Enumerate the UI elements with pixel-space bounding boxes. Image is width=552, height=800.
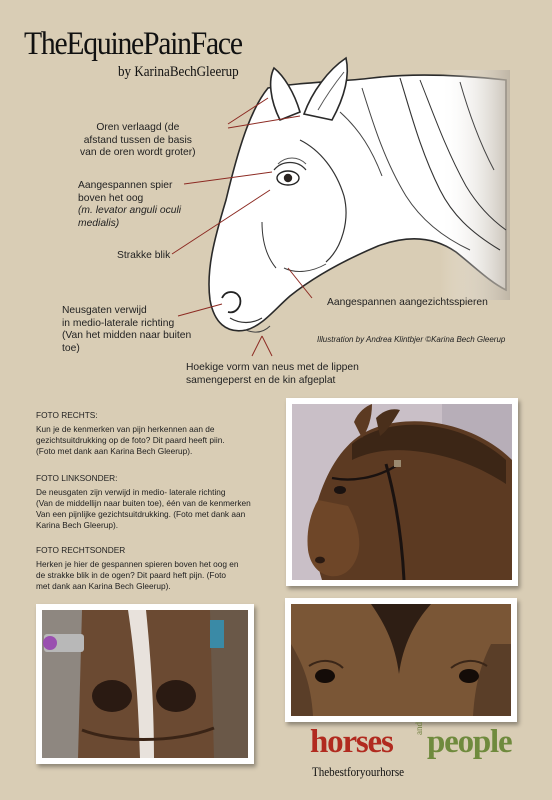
caption-photo-bottom-left: FOTO LINKSONDER: De neusgaten zijn verwijd in medio- laterale richting (Van de middellijn naar buiten toe), één van de kenmerken Van een pijnlijke gezichtsuitdrukking. (Foto met dank aan Karina Bech Gleerup).: [36, 473, 251, 531]
caption-photo-bottom-right: FOTO RECHTSONDER Herken je hier de gespannen spieren boven het oog en de strakke blik in de ogen? Dit paard heft pijn. (Foto met dank aan Karina Bech Gleerup).: [36, 545, 239, 592]
poster-title: TheEquinePainFace: [24, 26, 242, 62]
poster-byline: by KarinaBechGleerup: [118, 64, 239, 80]
horse-profile-photo: [292, 404, 512, 580]
annotation-muzzle: Hoekige vorm van neus met de lippen samengeperst en de kin afgeplat: [186, 362, 359, 386]
caption-photo-right: FOTO RECHTS: Kun je de kenmerken van pijn herkennen aan de gezichtsuitdrukking op de foto? Dit paard heeft piin. (Foto met dank aan Karina Bech Gleerup).: [36, 410, 225, 457]
horse-eyes-photo: [291, 604, 511, 716]
annotation-ears: Oren verlaagd (de afstand tussen de basis van de oren wordt groter): [80, 122, 196, 159]
photo-right: [286, 398, 518, 586]
logo-people: people: [427, 724, 512, 760]
logo-tagline: Thebestforyourhorse: [312, 764, 405, 779]
horse-nostrils-photo: [42, 610, 248, 758]
annotation-stare: Strakke blik: [117, 250, 171, 261]
photo-bottom-left: [36, 604, 254, 764]
mane-shading: [440, 70, 510, 300]
photo-bottom-right: [285, 598, 517, 722]
illustration-credit: Illustration by Andrea Klintbjer ©Karina Bech Gleerup: [317, 335, 506, 344]
annotation-facial-muscles: Aangespannen aangezichtsspieren: [327, 297, 488, 308]
logo-and: and: [414, 722, 424, 735]
annotation-muscle-above-eye: Aangespannen spier boven het oog (m. levator anguli oculi medialis): [78, 180, 182, 229]
logo-horses: horses: [310, 724, 393, 760]
annotation-nostrils: Neusgaten verwijd in medio-laterale richting (Van het midden naar buiten toe): [62, 305, 192, 354]
